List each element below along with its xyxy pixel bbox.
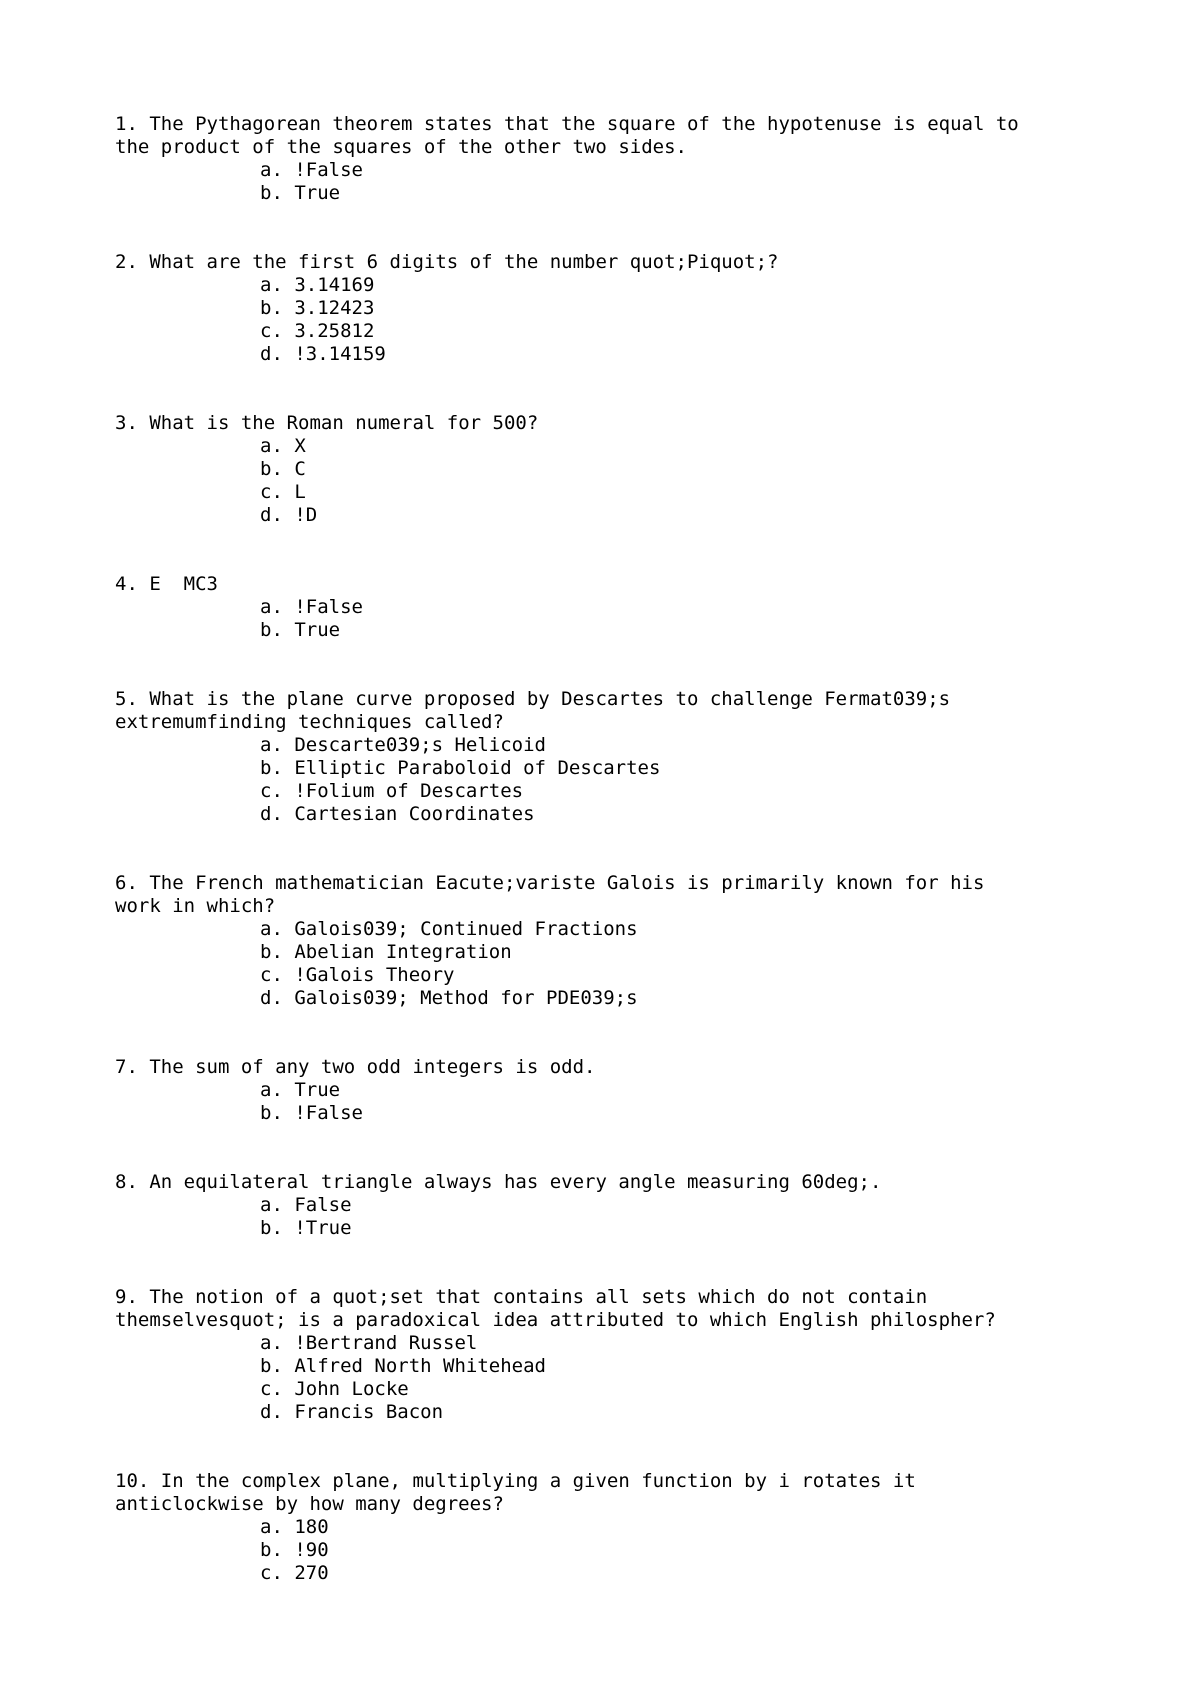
- answer-option: [115, 1562, 1115, 1585]
- option-text: True: [294, 1079, 341, 1101]
- question-text-continued: [115, 895, 1115, 918]
- question-text: [115, 251, 1115, 274]
- option-text: !False: [294, 596, 363, 618]
- option-letter: b.: [260, 458, 283, 480]
- question-line: work in which?: [115, 895, 276, 917]
- option-text: False: [294, 1194, 352, 1216]
- question-text-continued: [115, 711, 1115, 734]
- question-line: What is the plane curve proposed by Descartes to challenge Fermat039;s: [149, 688, 951, 710]
- answer-option: [115, 1539, 1115, 1562]
- option-text: L: [294, 481, 306, 503]
- option-text: C: [294, 458, 306, 480]
- option-text: 3.14169: [294, 274, 375, 296]
- question-text: [115, 688, 1115, 711]
- option-letter: b.: [260, 1355, 283, 1377]
- option-text: Cartesian Coordinates: [294, 803, 535, 825]
- question-text: [115, 1286, 1115, 1309]
- question-item: [115, 1171, 1115, 1240]
- option-letter: b.: [260, 297, 283, 319]
- answer-option: [115, 918, 1115, 941]
- option-letter: c.: [260, 780, 283, 802]
- question-item: [115, 688, 1115, 826]
- option-letter: b.: [260, 1102, 283, 1124]
- question-number: 4.: [115, 573, 138, 595]
- option-text: 270: [294, 1562, 329, 1584]
- question-item: [115, 573, 1115, 642]
- option-letter: a.: [260, 918, 283, 940]
- question-line: E MC3: [149, 573, 218, 595]
- option-letter: a.: [260, 1516, 283, 1538]
- answer-option: [115, 343, 1115, 366]
- answer-option: [115, 159, 1115, 182]
- question-line: What are the first 6 digits of the number quot;Piquot;?: [149, 251, 779, 273]
- question-number: 10.: [115, 1470, 150, 1492]
- option-text: Galois039; Continued Fractions: [294, 918, 638, 940]
- option-text: !90: [294, 1539, 329, 1561]
- option-text: X: [294, 435, 306, 457]
- answer-option: [115, 1217, 1115, 1240]
- question-item: [115, 872, 1115, 1010]
- option-letter: a.: [260, 734, 283, 756]
- option-text: True: [294, 182, 341, 204]
- option-letter: a.: [260, 274, 283, 296]
- question-number: 8.: [115, 1171, 138, 1193]
- question-text-continued: [115, 1493, 1115, 1516]
- option-text: !False: [294, 159, 363, 181]
- answer-option: [115, 803, 1115, 826]
- option-text: Alfred North Whitehead: [294, 1355, 547, 1377]
- option-letter: d.: [260, 1401, 283, 1423]
- option-letter: a.: [260, 596, 283, 618]
- question-line: The French mathematician Eacute;variste Galois is primarily known for his: [149, 872, 985, 894]
- answer-option: [115, 1516, 1115, 1539]
- option-letter: b.: [260, 757, 283, 779]
- option-text: John Locke: [294, 1378, 409, 1400]
- option-letter: a.: [260, 159, 283, 181]
- option-letter: d.: [260, 987, 283, 1009]
- question-text: [115, 412, 1115, 435]
- answer-option: [115, 182, 1115, 205]
- question-line: the product of the squares of the other two sides.: [115, 136, 687, 158]
- question-number: 6.: [115, 872, 138, 894]
- option-letter: a.: [260, 1194, 283, 1216]
- answer-option: [115, 504, 1115, 527]
- question-line: An equilateral triangle always has every angle measuring 60deg;.: [149, 1171, 882, 1193]
- question-item: [115, 412, 1115, 527]
- option-text: 3.12423: [294, 297, 375, 319]
- option-letter: c.: [260, 481, 283, 503]
- question-text: [115, 1470, 1115, 1493]
- question-item: [115, 1286, 1115, 1424]
- option-text: !Folium of Descartes: [294, 780, 524, 802]
- option-letter: b.: [260, 1217, 283, 1239]
- answer-option: [115, 1355, 1115, 1378]
- question-text-continued: [115, 136, 1115, 159]
- question-line: The sum of any two odd integers is odd.: [149, 1056, 596, 1078]
- option-letter: d.: [260, 803, 283, 825]
- answer-option: [115, 780, 1115, 803]
- answer-option: [115, 274, 1115, 297]
- question-number: 3.: [115, 412, 138, 434]
- answer-option: [115, 964, 1115, 987]
- option-letter: c.: [260, 1378, 283, 1400]
- answer-option: [115, 1332, 1115, 1355]
- question-text: [115, 573, 1115, 596]
- answer-option: [115, 619, 1115, 642]
- option-text: Francis Bacon: [294, 1401, 444, 1423]
- option-text: !D: [294, 504, 318, 526]
- option-text: !True: [294, 1217, 352, 1239]
- option-text: !Galois Theory: [294, 964, 455, 986]
- answer-option: [115, 1401, 1115, 1424]
- question-text: [115, 872, 1115, 895]
- quiz-question-list: [115, 113, 1115, 1631]
- option-letter: b.: [260, 182, 283, 204]
- question-text: [115, 1171, 1115, 1194]
- question-item: [115, 1056, 1115, 1125]
- option-letter: a.: [260, 1079, 283, 1101]
- question-item: [115, 251, 1115, 366]
- option-text: 3.25812: [294, 320, 375, 342]
- question-line: themselvesquot; is a paradoxical idea attributed to which English philospher?: [115, 1309, 996, 1331]
- question-number: 1.: [115, 113, 138, 135]
- answer-option: [115, 941, 1115, 964]
- option-letter: a.: [260, 435, 283, 457]
- option-letter: b.: [260, 941, 283, 963]
- option-text: 180: [294, 1516, 329, 1538]
- question-item: [115, 1470, 1115, 1585]
- answer-option: [115, 596, 1115, 619]
- answer-option: [115, 297, 1115, 320]
- answer-option: [115, 1079, 1115, 1102]
- option-text: True: [294, 619, 341, 641]
- question-item: [115, 113, 1115, 205]
- question-text: [115, 1056, 1115, 1079]
- option-text: !Bertrand Russel: [294, 1332, 478, 1354]
- question-line: The notion of a quot;set that contains all sets which do not contain: [149, 1286, 928, 1308]
- option-text: !3.14159: [294, 343, 386, 365]
- question-number: 5.: [115, 688, 138, 710]
- question-text: [115, 113, 1115, 136]
- question-line: extremumfinding techniques called?: [115, 711, 504, 733]
- question-text-continued: [115, 1309, 1115, 1332]
- answer-option: [115, 1378, 1115, 1401]
- answer-option: [115, 435, 1115, 458]
- option-letter: c.: [260, 320, 283, 342]
- option-text: Abelian Integration: [294, 941, 512, 963]
- option-letter: b.: [260, 619, 283, 641]
- option-letter: b.: [260, 1539, 283, 1561]
- option-text: Descarte039;s Helicoid: [294, 734, 547, 756]
- option-letter: c.: [260, 1562, 283, 1584]
- answer-option: [115, 734, 1115, 757]
- answer-option: [115, 1194, 1115, 1217]
- question-line: In the complex plane, multiplying a given function by i rotates it: [160, 1470, 916, 1492]
- option-letter: d.: [260, 343, 283, 365]
- question-number: 2.: [115, 251, 138, 273]
- option-text: !False: [294, 1102, 363, 1124]
- answer-option: [115, 987, 1115, 1010]
- question-line: The Pythagorean theorem states that the square of the hypotenuse is equal to: [149, 113, 1019, 135]
- question-number: 9.: [115, 1286, 138, 1308]
- option-text: Elliptic Paraboloid of Descartes: [294, 757, 661, 779]
- option-text: Galois039; Method for PDE039;s: [294, 987, 638, 1009]
- question-line: anticlockwise by how many degrees?: [115, 1493, 504, 1515]
- question-number: 7.: [115, 1056, 138, 1078]
- answer-option: [115, 320, 1115, 343]
- option-letter: a.: [260, 1332, 283, 1354]
- option-letter: d.: [260, 504, 283, 526]
- answer-option: [115, 1102, 1115, 1125]
- answer-option: [115, 757, 1115, 780]
- answer-option: [115, 481, 1115, 504]
- question-line: What is the Roman numeral for 500?: [149, 412, 539, 434]
- option-letter: c.: [260, 964, 283, 986]
- answer-option: [115, 458, 1115, 481]
